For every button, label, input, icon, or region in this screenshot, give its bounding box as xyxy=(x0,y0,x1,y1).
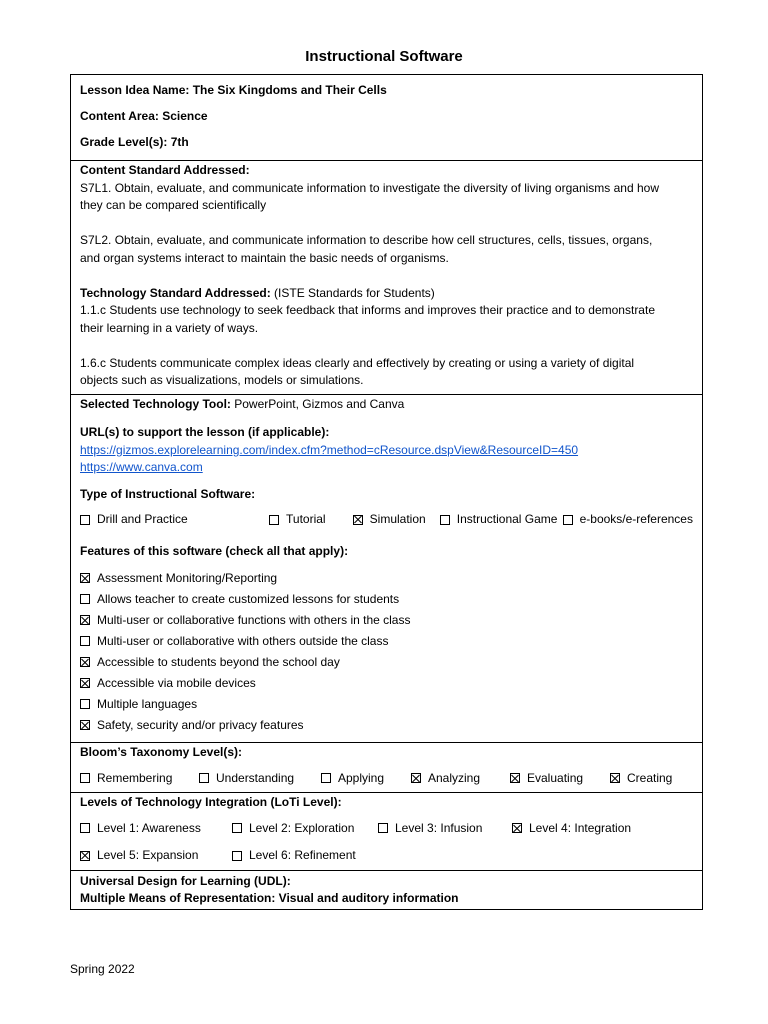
technology-tool-section xyxy=(71,395,702,744)
blooms-applying[interactable]: Applying xyxy=(321,770,411,788)
blooms-label: Bloom’s Taxonomy Level(s): xyxy=(80,745,243,759)
standard-s7l1-line2: they can be compared scientifically xyxy=(80,198,267,212)
loti-level-4[interactable]: Level 4: Integration xyxy=(512,820,631,838)
type-ebooks[interactable]: e-books/e-references xyxy=(563,511,693,529)
features-label: Features of this software (check all that apply): xyxy=(80,543,349,558)
udl-label: Universal Design for Learning (UDL): xyxy=(80,873,291,888)
loti-level-2[interactable]: Level 2: Exploration xyxy=(232,820,378,838)
blooms-evaluating[interactable]: Evaluating xyxy=(510,770,610,788)
checkbox-icon[interactable] xyxy=(610,773,620,783)
lesson-name-label: Lesson Idea Name: xyxy=(80,83,190,97)
lesson-name-value: The Six Kingdoms and Their Cells xyxy=(192,83,387,97)
checkbox-icon[interactable] xyxy=(321,773,331,783)
checkbox-icon[interactable] xyxy=(80,678,90,688)
type-drill-practice[interactable]: Drill and Practice xyxy=(80,511,269,529)
checkbox-icon[interactable] xyxy=(440,515,450,525)
feature-item[interactable]: Safety, security and/or privacy features xyxy=(80,715,693,736)
checkbox-icon[interactable] xyxy=(199,773,209,783)
checkbox-icon[interactable] xyxy=(80,636,90,646)
checkbox-icon[interactable] xyxy=(378,823,388,833)
checkbox-icon[interactable] xyxy=(512,823,522,833)
feature-item[interactable]: Allows teacher to create customized lessons for students xyxy=(80,589,693,610)
checkbox-icon[interactable] xyxy=(80,657,90,667)
checkbox-icon[interactable] xyxy=(232,823,242,833)
standard-s7l1-line1: S7L1. Obtain, evaluate, and communicate information to investigate the diversity of living organisms and how xyxy=(80,180,659,195)
blooms-section xyxy=(71,743,702,793)
content-standard-label: Content Standard Addressed: xyxy=(80,163,250,177)
software-type-options xyxy=(80,511,693,529)
loti-label: Levels of Technology Integration (LoTi Level): xyxy=(80,795,342,809)
type-simulation[interactable]: Simulation xyxy=(353,511,440,529)
checkbox-icon[interactable] xyxy=(80,773,90,783)
blooms-options xyxy=(80,770,693,788)
feature-item[interactable]: Accessible to students beyond the school day xyxy=(80,652,693,673)
page-title: Instructional Software xyxy=(305,48,463,65)
feature-item[interactable]: Assessment Monitoring/Reporting xyxy=(80,568,693,589)
standards-section xyxy=(71,161,702,395)
iste-1-6c-line1: 1.6.c Students communicate complex ideas clearly and effectively by creating or using a variety of digital xyxy=(80,355,635,370)
type-instructional-game[interactable]: Instructional Game xyxy=(440,511,563,529)
feature-item[interactable]: Accessible via mobile devices xyxy=(80,673,693,694)
loti-options-row2 xyxy=(80,847,693,865)
loti-level-1[interactable]: Level 1: Awareness xyxy=(80,820,232,838)
checkbox-icon[interactable] xyxy=(80,699,90,709)
iste-1-1c-line1: 1.1.c Students use technology to seek feedback that informs and improves their practice and to demonstrate xyxy=(80,303,655,317)
blooms-creating[interactable]: Creating xyxy=(610,770,672,788)
loti-level-3[interactable]: Level 3: Infusion xyxy=(378,820,512,838)
loti-level-5[interactable]: Level 5: Expansion xyxy=(80,847,232,865)
loti-level-6[interactable]: Level 6: Refinement xyxy=(232,847,356,865)
loti-section xyxy=(71,793,702,871)
checkbox-icon[interactable] xyxy=(563,515,573,525)
blooms-understanding[interactable]: Understanding xyxy=(199,770,321,788)
type-tutorial[interactable]: Tutorial xyxy=(269,511,353,529)
checkbox-icon[interactable] xyxy=(80,720,90,730)
tech-standard-label: Technology Standard Addressed: xyxy=(80,285,271,300)
checkbox-icon[interactable] xyxy=(80,594,90,604)
checkbox-icon[interactable] xyxy=(80,573,90,583)
feature-item[interactable]: Multi-user or collaborative with others outside the class xyxy=(80,631,693,652)
grade-level-label: Grade Level(s): xyxy=(80,135,168,149)
lesson-form-table xyxy=(70,74,703,910)
content-area-value: Science xyxy=(162,109,208,123)
checkbox-icon[interactable] xyxy=(80,851,90,861)
iste-1-1c-line2: their learning in a variety of ways. xyxy=(80,320,259,335)
checkbox-icon[interactable] xyxy=(80,823,90,833)
feature-item[interactable]: Multi-user or collaborative functions with others in the class xyxy=(80,610,693,631)
selected-tool-label: Selected Technology Tool: xyxy=(80,396,231,411)
tech-standard-row xyxy=(80,285,693,303)
url-label: URL(s) to support the lesson (if applicable): xyxy=(80,425,330,439)
features-list xyxy=(80,568,693,736)
checkbox-icon[interactable] xyxy=(353,515,363,525)
standard-s7l2-line2: and organ systems interact to maintain the basic needs of organisms. xyxy=(80,250,449,265)
selected-tool-row xyxy=(80,396,693,414)
checkbox-icon[interactable] xyxy=(411,773,421,783)
selected-tool-value: PowerPoint, Gizmos and Canva xyxy=(234,396,405,411)
checkbox-icon[interactable] xyxy=(269,515,279,525)
blooms-remembering[interactable]: Remembering xyxy=(80,770,199,788)
grade-level-value: 7th xyxy=(170,135,189,149)
gizmos-url-link[interactable]: https://gizmos.explorelearning.com/index.cfm?method=cResource.dspView&ResourceID=450 xyxy=(80,442,579,457)
content-area-row xyxy=(80,103,693,129)
iste-1-6c-line2: objects such as visualizations, models or simulations. xyxy=(80,373,364,387)
feature-item[interactable]: Multiple languages xyxy=(80,694,693,715)
page-footer: Spring 2022 xyxy=(70,962,135,976)
content-area-label: Content Area: xyxy=(80,109,159,123)
checkbox-icon[interactable] xyxy=(232,851,242,861)
lesson-name-row xyxy=(80,77,693,103)
checkbox-icon[interactable] xyxy=(80,615,90,625)
standard-s7l2-line1: S7L2. Obtain, evaluate, and communicate information to describe how cell structures, cells, tissues, organs, xyxy=(80,233,653,247)
checkbox-icon[interactable] xyxy=(80,515,90,525)
grade-level-row xyxy=(80,129,693,155)
loti-options-row1 xyxy=(80,820,693,838)
checkbox-icon[interactable] xyxy=(510,773,520,783)
canva-url-link[interactable]: https://www.canva.com xyxy=(80,460,203,474)
tech-standard-note: (ISTE Standards for Students) xyxy=(274,285,435,300)
udl-section xyxy=(71,871,702,910)
blooms-analyzing[interactable]: Analyzing xyxy=(411,770,510,788)
lesson-info-section xyxy=(71,75,702,161)
udl-representation: Multiple Means of Representation: Visual and auditory information xyxy=(80,891,459,905)
software-type-label: Type of Instructional Software: xyxy=(80,486,256,501)
